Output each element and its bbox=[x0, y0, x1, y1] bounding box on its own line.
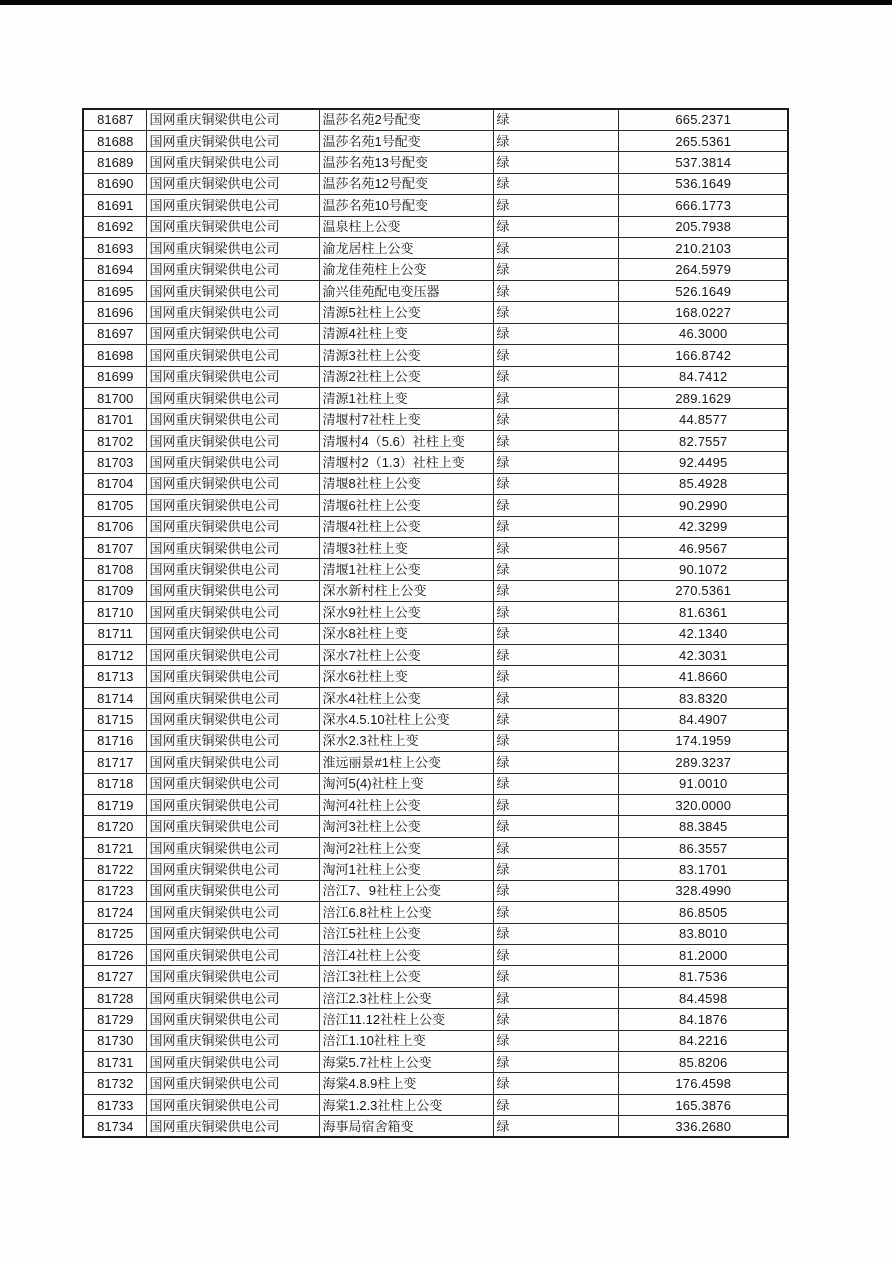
cell-status: 绿 bbox=[493, 902, 618, 923]
cell-status: 绿 bbox=[493, 944, 618, 965]
cell-station-name: 淮远丽景#1柱上公变 bbox=[319, 752, 493, 773]
table-row bbox=[83, 280, 788, 301]
cell-company: 国网重庆铜梁供电公司 bbox=[146, 302, 319, 323]
cell-station-name: 海事局宿舍箱变 bbox=[319, 1116, 493, 1137]
table-row bbox=[83, 238, 788, 259]
table-row bbox=[83, 923, 788, 944]
cell-station-name: 海棠5.7社柱上公变 bbox=[319, 1052, 493, 1073]
table-row bbox=[83, 1073, 788, 1094]
cell-serial-number: 81728 bbox=[83, 987, 146, 1008]
table-row bbox=[83, 345, 788, 366]
cell-station-name: 清堰6社柱上公变 bbox=[319, 495, 493, 516]
cell-serial-number: 81710 bbox=[83, 602, 146, 623]
cell-value: 81.7536 bbox=[618, 966, 788, 987]
table-row bbox=[83, 430, 788, 451]
cell-station-name: 涪江2.3社柱上公变 bbox=[319, 987, 493, 1008]
cell-value: 92.4495 bbox=[618, 452, 788, 473]
cell-serial-number: 81709 bbox=[83, 580, 146, 601]
table-row bbox=[83, 495, 788, 516]
cell-station-name: 涪江4社柱上公变 bbox=[319, 944, 493, 965]
cell-value: 42.1340 bbox=[618, 623, 788, 644]
cell-company: 国网重庆铜梁供电公司 bbox=[146, 752, 319, 773]
cell-serial-number: 81700 bbox=[83, 387, 146, 408]
cell-value: 88.3845 bbox=[618, 816, 788, 837]
cell-serial-number: 81730 bbox=[83, 1030, 146, 1051]
cell-serial-number: 81715 bbox=[83, 709, 146, 730]
page-top-border bbox=[0, 0, 892, 5]
cell-value: 264.5979 bbox=[618, 259, 788, 280]
cell-serial-number: 81733 bbox=[83, 1094, 146, 1115]
cell-company: 国网重庆铜梁供电公司 bbox=[146, 1116, 319, 1137]
table-row bbox=[83, 602, 788, 623]
cell-serial-number: 81699 bbox=[83, 366, 146, 387]
table-row bbox=[83, 130, 788, 151]
cell-company: 国网重庆铜梁供电公司 bbox=[146, 345, 319, 366]
cell-status: 绿 bbox=[493, 1094, 618, 1115]
cell-serial-number: 81702 bbox=[83, 430, 146, 451]
cell-status: 绿 bbox=[493, 987, 618, 1008]
table-row bbox=[83, 152, 788, 173]
cell-station-name: 深水4.5.10社柱上公变 bbox=[319, 709, 493, 730]
cell-company: 国网重庆铜梁供电公司 bbox=[146, 1094, 319, 1115]
cell-station-name: 淘河5(4)社柱上变 bbox=[319, 773, 493, 794]
cell-status: 绿 bbox=[493, 109, 618, 130]
cell-value: 84.4598 bbox=[618, 987, 788, 1008]
cell-station-name: 清堰村7社柱上变 bbox=[319, 409, 493, 430]
cell-serial-number: 81693 bbox=[83, 238, 146, 259]
table-row bbox=[83, 1009, 788, 1030]
cell-status: 绿 bbox=[493, 152, 618, 173]
table-row bbox=[83, 195, 788, 216]
cell-company: 国网重庆铜梁供电公司 bbox=[146, 109, 319, 130]
cell-value: 90.2990 bbox=[618, 495, 788, 516]
cell-status: 绿 bbox=[493, 859, 618, 880]
cell-serial-number: 81713 bbox=[83, 666, 146, 687]
cell-value: 83.8320 bbox=[618, 687, 788, 708]
cell-value: 205.7938 bbox=[618, 216, 788, 237]
cell-status: 绿 bbox=[493, 687, 618, 708]
cell-serial-number: 81712 bbox=[83, 645, 146, 666]
cell-serial-number: 81694 bbox=[83, 259, 146, 280]
cell-value: 166.8742 bbox=[618, 345, 788, 366]
cell-status: 绿 bbox=[493, 837, 618, 858]
cell-station-name: 涪江5社柱上公变 bbox=[319, 923, 493, 944]
cell-company: 国网重庆铜梁供电公司 bbox=[146, 387, 319, 408]
cell-serial-number: 81731 bbox=[83, 1052, 146, 1073]
cell-status: 绿 bbox=[493, 345, 618, 366]
cell-station-name: 涪江1.10社柱上变 bbox=[319, 1030, 493, 1051]
table-row bbox=[83, 966, 788, 987]
cell-status: 绿 bbox=[493, 709, 618, 730]
cell-serial-number: 81718 bbox=[83, 773, 146, 794]
cell-status: 绿 bbox=[493, 409, 618, 430]
cell-value: 536.1649 bbox=[618, 173, 788, 194]
cell-company: 国网重庆铜梁供电公司 bbox=[146, 430, 319, 451]
cell-value: 86.8505 bbox=[618, 902, 788, 923]
cell-status: 绿 bbox=[493, 580, 618, 601]
cell-serial-number: 81703 bbox=[83, 452, 146, 473]
cell-serial-number: 81695 bbox=[83, 280, 146, 301]
cell-serial-number: 81720 bbox=[83, 816, 146, 837]
cell-serial-number: 81701 bbox=[83, 409, 146, 430]
cell-serial-number: 81698 bbox=[83, 345, 146, 366]
cell-station-name: 清堰4社柱上公变 bbox=[319, 516, 493, 537]
table-row bbox=[83, 709, 788, 730]
cell-value: 91.0010 bbox=[618, 773, 788, 794]
table-row bbox=[83, 259, 788, 280]
cell-company: 国网重庆铜梁供电公司 bbox=[146, 795, 319, 816]
cell-company: 国网重庆铜梁供电公司 bbox=[146, 409, 319, 430]
cell-station-name: 深水6社柱上变 bbox=[319, 666, 493, 687]
cell-serial-number: 81708 bbox=[83, 559, 146, 580]
cell-company: 国网重庆铜梁供电公司 bbox=[146, 730, 319, 751]
cell-station-name: 清堰村4（5.6）社柱上变 bbox=[319, 430, 493, 451]
cell-value: 265.5361 bbox=[618, 130, 788, 151]
table-row bbox=[83, 944, 788, 965]
cell-company: 国网重庆铜梁供电公司 bbox=[146, 473, 319, 494]
cell-station-name: 温莎名苑10号配变 bbox=[319, 195, 493, 216]
cell-status: 绿 bbox=[493, 452, 618, 473]
table-row bbox=[83, 816, 788, 837]
cell-station-name: 深水8社柱上变 bbox=[319, 623, 493, 644]
cell-value: 270.5361 bbox=[618, 580, 788, 601]
cell-value: 176.4598 bbox=[618, 1073, 788, 1094]
cell-station-name: 涪江3社柱上公变 bbox=[319, 966, 493, 987]
cell-status: 绿 bbox=[493, 752, 618, 773]
cell-serial-number: 81734 bbox=[83, 1116, 146, 1137]
cell-company: 国网重庆铜梁供电公司 bbox=[146, 495, 319, 516]
cell-serial-number: 81689 bbox=[83, 152, 146, 173]
table-row bbox=[83, 1116, 788, 1137]
cell-status: 绿 bbox=[493, 645, 618, 666]
cell-station-name: 渝龙居柱上公变 bbox=[319, 238, 493, 259]
cell-company: 国网重庆铜梁供电公司 bbox=[146, 902, 319, 923]
cell-company: 国网重庆铜梁供电公司 bbox=[146, 645, 319, 666]
cell-station-name: 清堰1社柱上公变 bbox=[319, 559, 493, 580]
table-row bbox=[83, 387, 788, 408]
cell-station-name: 清源3社柱上公变 bbox=[319, 345, 493, 366]
cell-company: 国网重庆铜梁供电公司 bbox=[146, 1009, 319, 1030]
cell-station-name: 清源2社柱上公变 bbox=[319, 366, 493, 387]
cell-station-name: 渝兴佳苑配电变压器 bbox=[319, 280, 493, 301]
cell-status: 绿 bbox=[493, 238, 618, 259]
cell-value: 666.1773 bbox=[618, 195, 788, 216]
cell-status: 绿 bbox=[493, 495, 618, 516]
cell-status: 绿 bbox=[493, 323, 618, 344]
cell-serial-number: 81688 bbox=[83, 130, 146, 151]
cell-company: 国网重庆铜梁供电公司 bbox=[146, 966, 319, 987]
cell-company: 国网重庆铜梁供电公司 bbox=[146, 837, 319, 858]
table-row bbox=[83, 516, 788, 537]
cell-value: 46.3000 bbox=[618, 323, 788, 344]
table-row bbox=[83, 837, 788, 858]
table-row bbox=[83, 987, 788, 1008]
cell-station-name: 温莎名苑2号配变 bbox=[319, 109, 493, 130]
cell-status: 绿 bbox=[493, 666, 618, 687]
cell-station-name: 深水9社柱上公变 bbox=[319, 602, 493, 623]
cell-value: 328.4990 bbox=[618, 880, 788, 901]
cell-serial-number: 81692 bbox=[83, 216, 146, 237]
cell-status: 绿 bbox=[493, 816, 618, 837]
cell-status: 绿 bbox=[493, 280, 618, 301]
cell-value: 665.2371 bbox=[618, 109, 788, 130]
table-body bbox=[83, 109, 788, 1137]
cell-company: 国网重庆铜梁供电公司 bbox=[146, 602, 319, 623]
cell-company: 国网重庆铜梁供电公司 bbox=[146, 923, 319, 944]
cell-status: 绿 bbox=[493, 773, 618, 794]
cell-serial-number: 81704 bbox=[83, 473, 146, 494]
cell-value: 85.4928 bbox=[618, 473, 788, 494]
cell-station-name: 淘河1社柱上公变 bbox=[319, 859, 493, 880]
cell-serial-number: 81687 bbox=[83, 109, 146, 130]
table-row bbox=[83, 559, 788, 580]
cell-company: 国网重庆铜梁供电公司 bbox=[146, 880, 319, 901]
cell-value: 81.2000 bbox=[618, 944, 788, 965]
cell-status: 绿 bbox=[493, 516, 618, 537]
cell-station-name: 温莎名苑13号配变 bbox=[319, 152, 493, 173]
cell-status: 绿 bbox=[493, 1116, 618, 1137]
cell-status: 绿 bbox=[493, 1009, 618, 1030]
cell-value: 83.8010 bbox=[618, 923, 788, 944]
cell-serial-number: 81705 bbox=[83, 495, 146, 516]
cell-value: 289.3237 bbox=[618, 752, 788, 773]
cell-station-name: 海棠4.8.9柱上变 bbox=[319, 1073, 493, 1094]
cell-serial-number: 81719 bbox=[83, 795, 146, 816]
cell-station-name: 涪江7、9社柱上公变 bbox=[319, 880, 493, 901]
cell-value: 289.1629 bbox=[618, 387, 788, 408]
cell-serial-number: 81729 bbox=[83, 1009, 146, 1030]
cell-station-name: 深水7社柱上公变 bbox=[319, 645, 493, 666]
cell-company: 国网重庆铜梁供电公司 bbox=[146, 987, 319, 1008]
cell-company: 国网重庆铜梁供电公司 bbox=[146, 259, 319, 280]
cell-company: 国网重庆铜梁供电公司 bbox=[146, 238, 319, 259]
cell-station-name: 渝龙佳苑柱上公变 bbox=[319, 259, 493, 280]
cell-status: 绿 bbox=[493, 623, 618, 644]
cell-serial-number: 81722 bbox=[83, 859, 146, 880]
cell-status: 绿 bbox=[493, 1030, 618, 1051]
cell-status: 绿 bbox=[493, 195, 618, 216]
cell-status: 绿 bbox=[493, 302, 618, 323]
cell-serial-number: 81711 bbox=[83, 623, 146, 644]
cell-status: 绿 bbox=[493, 1073, 618, 1094]
cell-company: 国网重庆铜梁供电公司 bbox=[146, 709, 319, 730]
cell-status: 绿 bbox=[493, 730, 618, 751]
cell-company: 国网重庆铜梁供电公司 bbox=[146, 1073, 319, 1094]
cell-company: 国网重庆铜梁供电公司 bbox=[146, 623, 319, 644]
cell-value: 46.9567 bbox=[618, 537, 788, 558]
cell-value: 84.4907 bbox=[618, 709, 788, 730]
cell-status: 绿 bbox=[493, 259, 618, 280]
table-row bbox=[83, 580, 788, 601]
cell-company: 国网重庆铜梁供电公司 bbox=[146, 195, 319, 216]
cell-value: 84.7412 bbox=[618, 366, 788, 387]
table-row bbox=[83, 1030, 788, 1051]
table-row bbox=[83, 773, 788, 794]
cell-company: 国网重庆铜梁供电公司 bbox=[146, 537, 319, 558]
table-row bbox=[83, 109, 788, 130]
cell-status: 绿 bbox=[493, 430, 618, 451]
cell-serial-number: 81727 bbox=[83, 966, 146, 987]
cell-serial-number: 81717 bbox=[83, 752, 146, 773]
cell-value: 174.1959 bbox=[618, 730, 788, 751]
cell-company: 国网重庆铜梁供电公司 bbox=[146, 687, 319, 708]
cell-station-name: 深水4社柱上公变 bbox=[319, 687, 493, 708]
cell-status: 绿 bbox=[493, 559, 618, 580]
cell-value: 83.1701 bbox=[618, 859, 788, 880]
cell-serial-number: 81714 bbox=[83, 687, 146, 708]
cell-serial-number: 81726 bbox=[83, 944, 146, 965]
cell-serial-number: 81716 bbox=[83, 730, 146, 751]
cell-station-name: 清堰村2（1.3）社柱上变 bbox=[319, 452, 493, 473]
cell-serial-number: 81696 bbox=[83, 302, 146, 323]
cell-company: 国网重庆铜梁供电公司 bbox=[146, 580, 319, 601]
cell-status: 绿 bbox=[493, 173, 618, 194]
cell-company: 国网重庆铜梁供电公司 bbox=[146, 452, 319, 473]
table-row bbox=[83, 795, 788, 816]
table-row bbox=[83, 880, 788, 901]
cell-value: 526.1649 bbox=[618, 280, 788, 301]
table-row bbox=[83, 666, 788, 687]
cell-serial-number: 81707 bbox=[83, 537, 146, 558]
cell-station-name: 清堰3社柱上变 bbox=[319, 537, 493, 558]
cell-serial-number: 81725 bbox=[83, 923, 146, 944]
cell-status: 绿 bbox=[493, 216, 618, 237]
table-row bbox=[83, 687, 788, 708]
cell-station-name: 清源4社柱上变 bbox=[319, 323, 493, 344]
cell-company: 国网重庆铜梁供电公司 bbox=[146, 773, 319, 794]
table-row bbox=[83, 902, 788, 923]
cell-company: 国网重庆铜梁供电公司 bbox=[146, 366, 319, 387]
cell-station-name: 淘河4社柱上公变 bbox=[319, 795, 493, 816]
cell-value: 81.6361 bbox=[618, 602, 788, 623]
table-row bbox=[83, 173, 788, 194]
table-row bbox=[83, 645, 788, 666]
cell-value: 168.0227 bbox=[618, 302, 788, 323]
cell-value: 84.1876 bbox=[618, 1009, 788, 1030]
cell-status: 绿 bbox=[493, 387, 618, 408]
cell-station-name: 温莎名苑12号配变 bbox=[319, 173, 493, 194]
cell-company: 国网重庆铜梁供电公司 bbox=[146, 516, 319, 537]
cell-company: 国网重庆铜梁供电公司 bbox=[146, 859, 319, 880]
cell-serial-number: 81691 bbox=[83, 195, 146, 216]
cell-company: 国网重庆铜梁供电公司 bbox=[146, 216, 319, 237]
cell-company: 国网重庆铜梁供电公司 bbox=[146, 280, 319, 301]
cell-status: 绿 bbox=[493, 537, 618, 558]
cell-status: 绿 bbox=[493, 130, 618, 151]
cell-company: 国网重庆铜梁供电公司 bbox=[146, 816, 319, 837]
cell-station-name: 深水2.3社柱上变 bbox=[319, 730, 493, 751]
cell-station-name: 清堰8社柱上公变 bbox=[319, 473, 493, 494]
cell-status: 绿 bbox=[493, 966, 618, 987]
cell-station-name: 海棠1.2.3社柱上公变 bbox=[319, 1094, 493, 1115]
table-row bbox=[83, 302, 788, 323]
cell-value: 336.2680 bbox=[618, 1116, 788, 1137]
table-row bbox=[83, 730, 788, 751]
cell-serial-number: 81732 bbox=[83, 1073, 146, 1094]
table-row bbox=[83, 452, 788, 473]
cell-station-name: 深水新村柱上公变 bbox=[319, 580, 493, 601]
data-table bbox=[82, 108, 789, 1138]
cell-company: 国网重庆铜梁供电公司 bbox=[146, 173, 319, 194]
cell-station-name: 淘河3社柱上公变 bbox=[319, 816, 493, 837]
cell-status: 绿 bbox=[493, 473, 618, 494]
table-row bbox=[83, 623, 788, 644]
cell-value: 210.2103 bbox=[618, 238, 788, 259]
cell-station-name: 清源5社柱上公变 bbox=[319, 302, 493, 323]
cell-station-name: 淘河2社柱上公变 bbox=[319, 837, 493, 858]
cell-value: 537.3814 bbox=[618, 152, 788, 173]
cell-station-name: 温泉柱上公变 bbox=[319, 216, 493, 237]
cell-company: 国网重庆铜梁供电公司 bbox=[146, 152, 319, 173]
cell-station-name: 温莎名苑1号配变 bbox=[319, 130, 493, 151]
cell-company: 国网重庆铜梁供电公司 bbox=[146, 323, 319, 344]
cell-value: 165.3876 bbox=[618, 1094, 788, 1115]
cell-value: 44.8577 bbox=[618, 409, 788, 430]
cell-company: 国网重庆铜梁供电公司 bbox=[146, 1030, 319, 1051]
cell-status: 绿 bbox=[493, 602, 618, 623]
table-row bbox=[83, 1094, 788, 1115]
cell-serial-number: 81724 bbox=[83, 902, 146, 923]
table-row bbox=[83, 473, 788, 494]
cell-value: 42.3031 bbox=[618, 645, 788, 666]
cell-status: 绿 bbox=[493, 880, 618, 901]
table-row bbox=[83, 366, 788, 387]
cell-serial-number: 81706 bbox=[83, 516, 146, 537]
cell-company: 国网重庆铜梁供电公司 bbox=[146, 944, 319, 965]
cell-station-name: 涪江6.8社柱上公变 bbox=[319, 902, 493, 923]
cell-value: 85.8206 bbox=[618, 1052, 788, 1073]
cell-value: 82.7557 bbox=[618, 430, 788, 451]
cell-company: 国网重庆铜梁供电公司 bbox=[146, 559, 319, 580]
cell-status: 绿 bbox=[493, 923, 618, 944]
cell-serial-number: 81721 bbox=[83, 837, 146, 858]
table-row bbox=[83, 537, 788, 558]
cell-serial-number: 81690 bbox=[83, 173, 146, 194]
cell-station-name: 涪江11.12社柱上公变 bbox=[319, 1009, 493, 1030]
table-row bbox=[83, 859, 788, 880]
cell-company: 国网重庆铜梁供电公司 bbox=[146, 666, 319, 687]
cell-value: 42.3299 bbox=[618, 516, 788, 537]
table-row bbox=[83, 409, 788, 430]
cell-value: 86.3557 bbox=[618, 837, 788, 858]
cell-company: 国网重庆铜梁供电公司 bbox=[146, 1052, 319, 1073]
cell-company: 国网重庆铜梁供电公司 bbox=[146, 130, 319, 151]
cell-value: 84.2216 bbox=[618, 1030, 788, 1051]
cell-value: 320.0000 bbox=[618, 795, 788, 816]
table-row bbox=[83, 216, 788, 237]
table-row bbox=[83, 752, 788, 773]
cell-value: 90.1072 bbox=[618, 559, 788, 580]
cell-value: 41.8660 bbox=[618, 666, 788, 687]
cell-serial-number: 81697 bbox=[83, 323, 146, 344]
cell-status: 绿 bbox=[493, 795, 618, 816]
cell-status: 绿 bbox=[493, 1052, 618, 1073]
table-row bbox=[83, 323, 788, 344]
cell-serial-number: 81723 bbox=[83, 880, 146, 901]
table-row bbox=[83, 1052, 788, 1073]
cell-status: 绿 bbox=[493, 366, 618, 387]
cell-station-name: 清源1社柱上变 bbox=[319, 387, 493, 408]
